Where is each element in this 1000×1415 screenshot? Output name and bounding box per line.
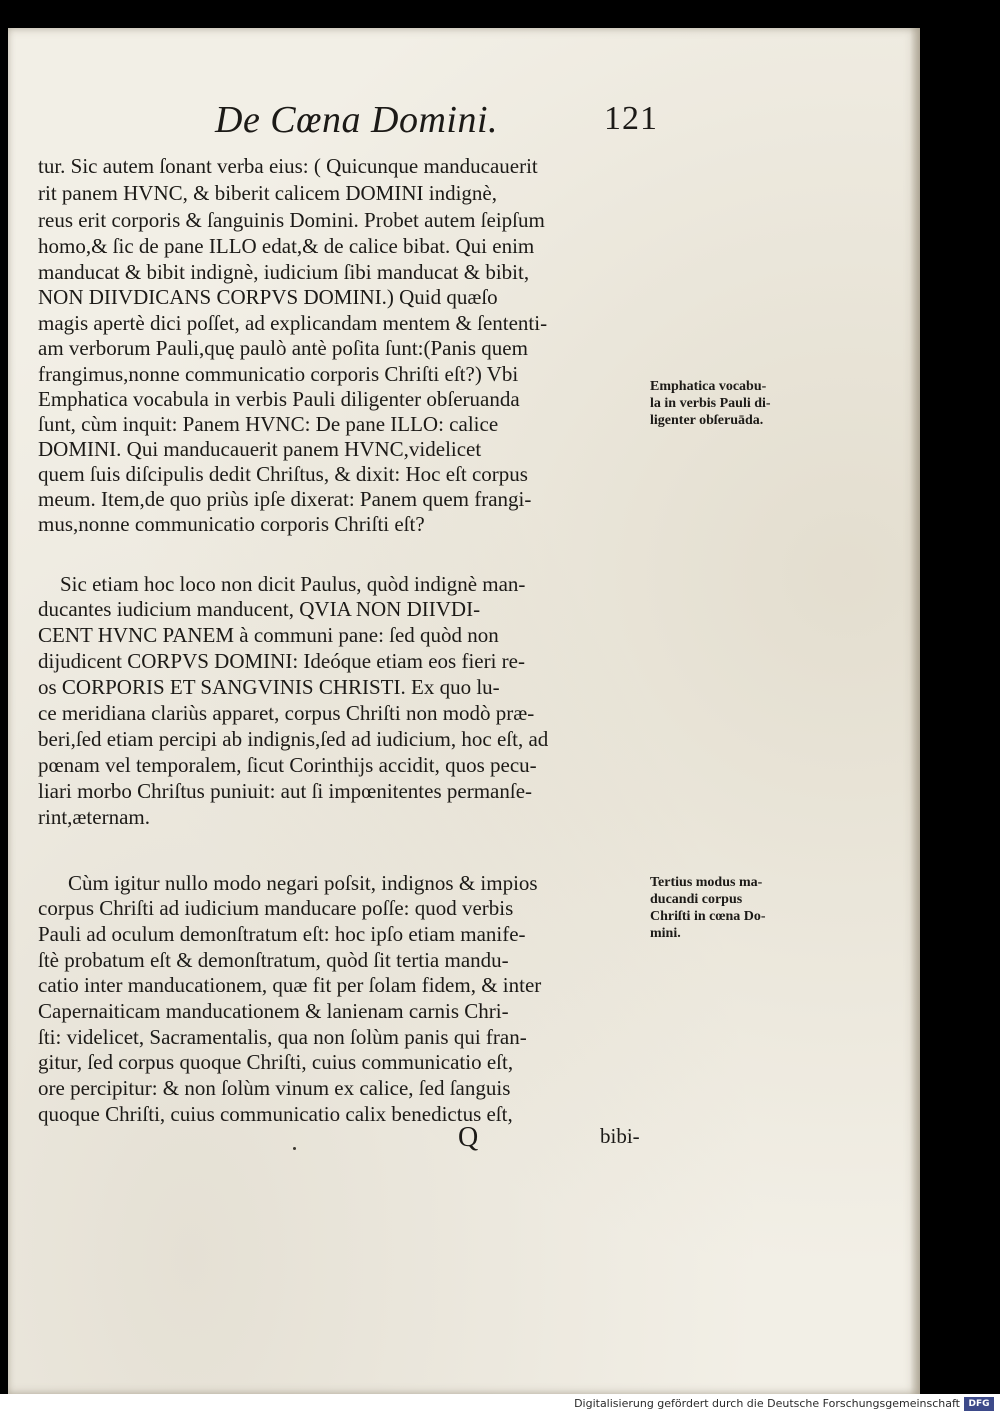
body-line: liari morbo Chriſtus puniuit: aut ſi impœnitentes permanſe- <box>38 779 533 803</box>
body-line: tur. Sic autem ſonant verba eius: ( Quicunque manducauerit <box>38 154 538 178</box>
margin-note-line: ducandi corpus <box>650 892 743 907</box>
body-line: rit panem HVNC, & biberit calicem DOMINI indignè, <box>38 181 497 205</box>
margin-note-line: mini. <box>650 926 681 941</box>
body-line: beri,ſed etiam percipi ab indignis,ſed ad iudicium, hoc eſt, ad <box>38 727 549 751</box>
body-line: os CORPORIS ET SANGVINIS CHRISTI. Ex quo lu- <box>38 675 500 699</box>
body-line: ore percipitur: & non ſolùm vinum ex calice, ſed ſanguis <box>38 1076 511 1100</box>
body-line: NON DIIVDICANS CORPVS DOMINI.) Quid quæſo <box>38 285 498 309</box>
body-line: corpus Chriſti ad iudicium manducare poſſe: quod verbis <box>38 896 514 920</box>
margin-note-line: la in verbis Pauli di- <box>650 396 771 411</box>
catchword: bibi- <box>600 1124 640 1148</box>
body-line: DOMINI. Qui manducauerit panem HVNC,videlicet <box>38 437 482 461</box>
page-number: 121 <box>604 100 658 137</box>
body-line: Pauli ad oculum demonſtratum eſt: hoc ipſo etiam manife- <box>38 922 526 946</box>
funding-footer <box>0 1394 1000 1415</box>
body-line: ducantes iudicium manducent, QVIA NON DIIVDI- <box>38 597 481 621</box>
margin-note-line: Chriſti in cœna Do- <box>650 909 766 924</box>
body-line: dijudicent CORPVS DOMINI: Ideóque etiam eos fieri re- <box>38 649 525 673</box>
body-line: ce meridiana clariùs apparet, corpus Chriſti non modò præ- <box>38 701 535 725</box>
funding-credit: Digitalisierung gefördert durch die Deutsche Forschungsgemeinschaft <box>574 1397 960 1410</box>
margin-note-line: ligenter obſeruāda. <box>650 413 764 428</box>
page-edge-shadow <box>910 28 920 1394</box>
body-line: homo,& ſic de pane ILLO edat,& de calice bibat. Qui enim <box>38 234 535 258</box>
body-line: Capernaiticam manducationem & lanienam carnis Chri- <box>38 999 509 1023</box>
body-line: manducat & bibit indignè, iudicium ſibi manducat & bibit, <box>38 260 530 284</box>
dfg-logo: DFG <box>964 1397 994 1411</box>
body-line: quoque Chriſti, cuius communicatio calix benedictus eſt, <box>38 1102 513 1126</box>
body-line: magis apertè dici poſſet, ad explicandam mentem & ſententi- <box>38 311 548 335</box>
body-line: Emphatica vocabula in verbis Pauli diligenter obſeruanda <box>38 387 520 411</box>
body-line: quem ſuis diſcipulis dedit Chriſtus, & dixit: Hoc eſt corpus <box>38 462 528 486</box>
running-head: De Cœna Domini. <box>215 99 498 141</box>
body-line: mus,nonne communicatio corporis Chriſti eſt? <box>38 512 425 536</box>
body-line: meum. Item,de quo priùs ipſe dixerat: Panem quem frangi- <box>38 487 532 511</box>
body-line: ſunt, cùm inquit: Panem HVNC: De pane ILLO: calice <box>38 412 499 436</box>
body-line: pœnam vel temporalem, ſicut Corinthijs accidit, quos pecu- <box>38 753 537 777</box>
body-line: rint,æternam. <box>38 805 150 829</box>
margin-note-line: Emphatica vocabu- <box>650 379 767 394</box>
body-line: ſtè probatum eſt & demonſtratum, quòd ſit tertia mandu- <box>38 948 509 972</box>
body-line: reus erit corporis & ſanguinis Domini. Probet autem ſeipſum <box>38 208 545 232</box>
body-line: Cùm igitur nullo modo negari poſsit, indignos & impios <box>68 871 538 895</box>
body-line: catio inter manducationem, quæ fit per ſolam fidem, & inter <box>38 973 542 997</box>
body-line: Sic etiam hoc loco non dicit Paulus, quòd indignè man- <box>60 572 526 596</box>
signature-mark: Q <box>458 1122 479 1153</box>
margin-note-line: Tertius modus ma- <box>650 875 763 890</box>
body-line: am verborum Pauli,quę paulò antè poſita ſunt:(Panis quem <box>38 336 528 360</box>
body-line: frangimus,nonne communicatio corporis Chriſti eſt?) Vbi <box>38 362 519 386</box>
body-line: ſti: videlicet, Sacramentalis, qua non ſolùm panis qui fran- <box>38 1025 527 1049</box>
ink-speck <box>293 1147 296 1150</box>
body-line: CENT HVNC PANEM à communi pane: ſed quòd non <box>38 623 499 647</box>
body-line: gitur, ſed corpus quoque Chriſti, cuius communicatio eſt, <box>38 1050 514 1074</box>
